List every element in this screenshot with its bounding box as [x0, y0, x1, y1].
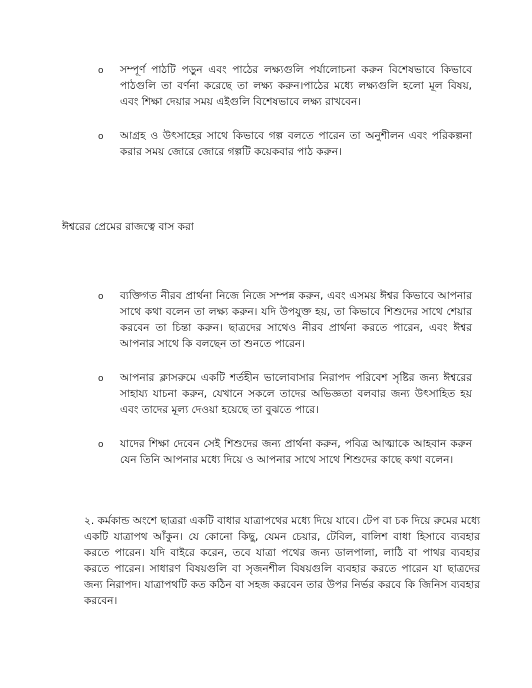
list-item-text: ব্যক্তিগত নীরব প্রার্থনা নিজে নিজে সম্পন্ন করুন, এবং এসময় ঈশ্বর কিভাবে আপনার সাথে কথা বলেন তা লক্ষ্য করুন। যদি উপযুক্ত হয়, তা কিভাবে শিশুদের সাথে শেয়ার করবেন তা চিন্তা করুন। ছাত্রদের সাথেও নীরব প্রার্থনা করতে পারেন, এবং ঈশ্বর আপনার সাথে কি বলছেন তা শুনতে পারেন।	[120, 290, 472, 350]
hollow-bullet-icon: o	[98, 292, 104, 302]
instruction-list-prayer	[98, 288, 472, 468]
hollow-bullet-icon: o	[98, 374, 104, 384]
list-item-text: আপনার ক্লাসরুমে একটি শর্তহীন ভালোবাসার নিরাপদ পরিবেশ সৃষ্টির জন্য ঈশ্বরের সাহায্য যাচনা করুন, যেখানে সকলে তাদের অভিজ্ঞতা বলবার জন্য উৎসাহিত হয় এবং তাদের মূল্য দেওয়া হয়েছে তা বুঝতে পারে।	[120, 372, 472, 416]
instruction-list-preparation	[98, 62, 472, 160]
activity-paragraph: ২. কর্মকান্ড অংশে ছাত্ররা একটি বাধার যাত্রাপথের মধ্যে দিয়ে যাবে। টেপ বা চক দিয়ে রুমের মধ্যে একটি যাত্রাপথ আঁকুন। যে কোনো কিছু, যেমন চেয়ার, টেবিল, বালিশ বাধা হিসাবে ব্যবহার করতে পারেন। যদি বাইরে করেন, তবে যাত্রা পথের জন্য ডালপালা, লাঠি বা পাথর ব্যবহার করতে পারেন। সাধারণ বিষয়গুলি বা সৃজনশীল বিষয়গুলি ব্যবহার করতে পারেন যা ছাত্রদের জন্য নিরাপদ। যাত্রাপথটি কত কঠিন বা সহজ করবেন তার উপর নির্ভর করবে কি জিনিস ব্যবহার করবেন।	[84, 515, 480, 607]
hollow-bullet-icon: o	[98, 132, 104, 142]
list-item	[98, 128, 472, 160]
list-item-text: সম্পূর্ণ পাঠটি পড়ুন এবং পাঠের লক্ষ্যগুলি পর্যালোচনা করুন বিশেষভাবে কিভাবে পাঠগুলি তা বর্ণনা করেছে তা লক্ষ্য করুন।পাঠের মধ্যে লক্ষ্যগুলি হলো মূল বিষয়, এবং শিক্ষা দেয়ার সময় এইগুলি বিশেষভাবে লক্ষ্য রাখবেন।	[120, 64, 472, 108]
hollow-bullet-icon: o	[98, 440, 104, 450]
list-item	[98, 370, 472, 418]
list-item	[98, 436, 472, 468]
hollow-bullet-icon: o	[98, 66, 104, 76]
list-item-text: যাদের শিক্ষা দেবেন সেই শিশুদের জন্য প্রার্থনা করুন, পবিত্র আত্মাকে আহবান করুন যেন তিনি আপনার মধ্যে দিয়ে ও আপনার সাথে সাথে শিশুদের কাছে কথা বলেন।	[120, 438, 472, 466]
section-heading: ঈশ্বরের প্রেমের রাজত্বে বাস করা	[62, 221, 194, 233]
list-item-text: আগ্রহ ও উৎসাহের সাথে কিভাবে গল্প বলতে পারেন তা অনুশীলন এবং পরিকল্পনা করার সময় জোরে জোরে গল্পটি কয়েকবার পাঠ করুন।	[120, 130, 472, 158]
list-item	[98, 62, 472, 110]
list-item	[98, 288, 472, 352]
